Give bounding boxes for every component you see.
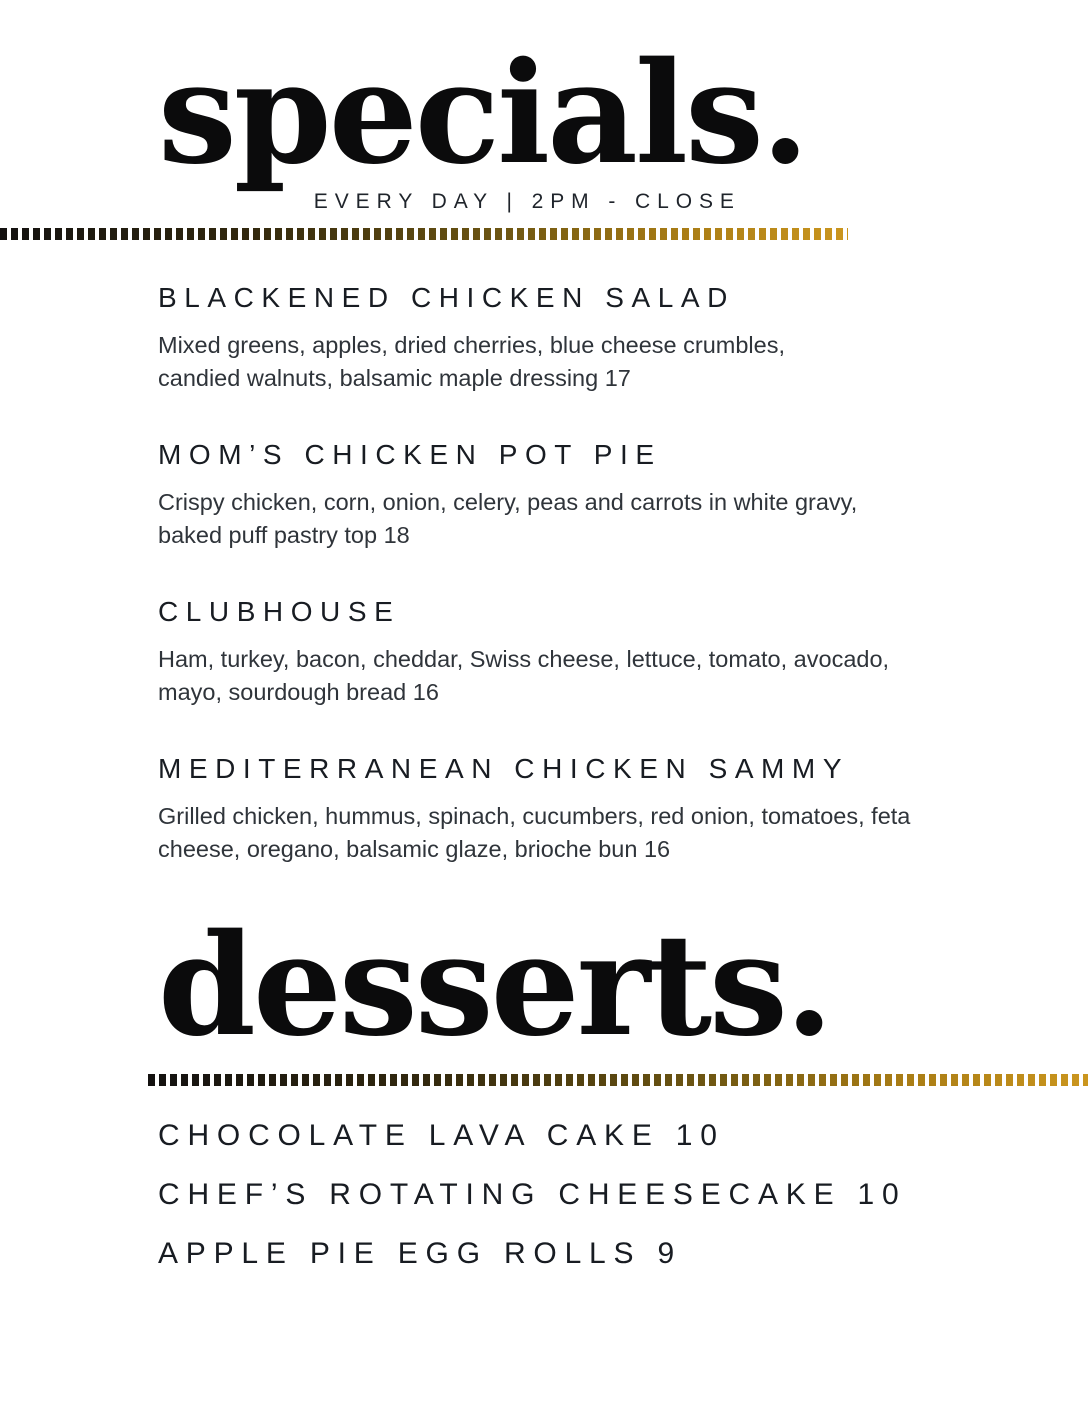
menu-item-description [158,643,1088,709]
description-line: Ham, turkey, bacon, cheddar, Swiss cheese, lettuce, tomato, avocado, [158,646,890,672]
desserts-item-list [158,1118,1088,1272]
dessert-item: CHEF’S ROTATING CHEESECAKE 10 [158,1178,907,1211]
specials-item-list [158,282,1088,866]
menu-item-description [158,329,1088,395]
dessert-item: APPLE PIE EGG ROLLS 9 [158,1237,682,1270]
description-line: candied walnuts, balsamic maple dressing 17 [158,365,631,391]
menu-item-description [158,486,1088,552]
dessert-item: CHOCOLATE LAVA CAKE 10 [158,1119,725,1152]
menu-item-title: MOM’S CHICKEN POT PIE [158,439,662,470]
menu-item [158,439,1088,552]
desserts-header [158,904,831,1068]
description-line: baked puff pastry top 18 [158,522,410,548]
menu-item [158,753,1088,866]
description-line: Mixed greens, apples, dried cherries, blue cheese crumbles, [158,332,785,358]
menu-item-description [158,800,1088,866]
specials-section-title: specials. [158,32,807,196]
specials-header [158,32,807,214]
menu-item-title: CLUBHOUSE [158,596,401,627]
menu-item [158,596,1088,709]
dotted-divider-desserts [148,1074,1088,1086]
menu-item-title: BLACKENED CHICKEN SALAD [158,282,735,313]
dotted-divider-specials [0,228,848,240]
menu-item [158,282,1088,395]
description-line: mayo, sourdough bread 16 [158,679,439,705]
description-line: Crispy chicken, corn, onion, celery, peas and carrots in white gravy, [158,489,858,515]
description-line: Grilled chicken, hummus, spinach, cucumbers, red onion, tomatoes, feta [158,803,911,829]
description-line: cheese, oregano, balsamic glaze, brioche bun 16 [158,836,671,862]
desserts-section-title: desserts. [158,904,831,1068]
menu-item-title: MEDITERRANEAN CHICKEN SAMMY [158,753,850,784]
specials-hours-subtitle: EVERY DAY | 2PM - CLOSE [313,190,741,213]
